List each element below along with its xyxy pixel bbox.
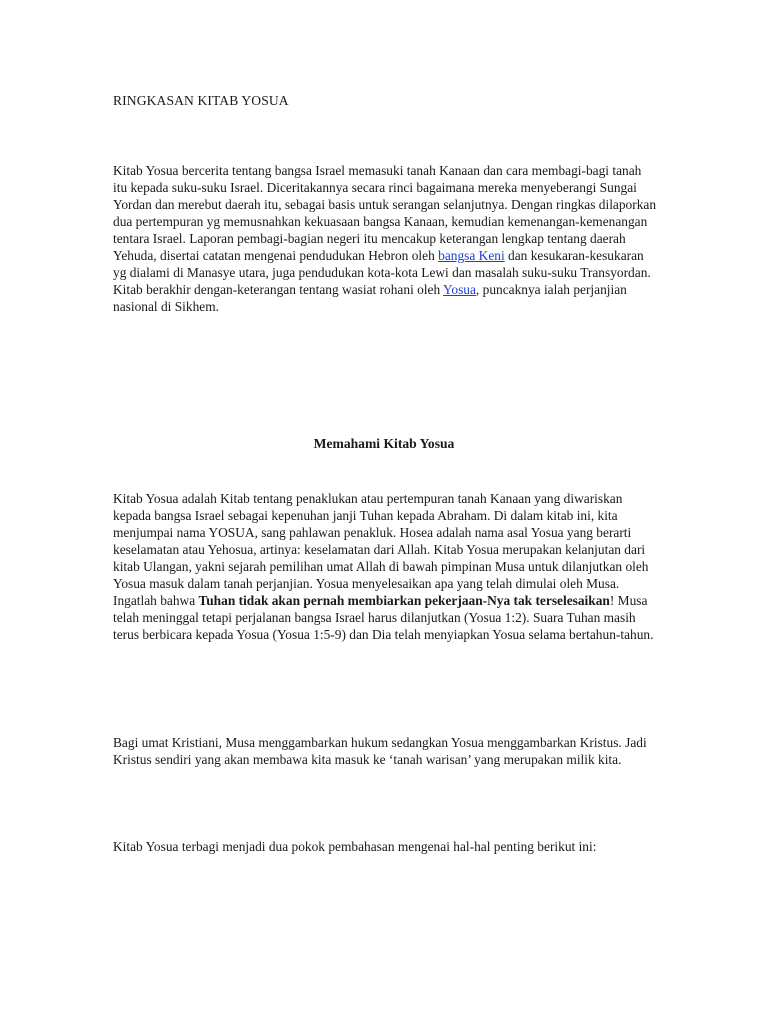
division-paragraph: Kitab Yosua terbagi menjadi dua pokok pembahasan mengenai hal-hal penting berikut ini: xyxy=(113,839,597,854)
intro-text-2: dan kesukaran-kesukaran yg dialami di Manasye utara, juga pendudukan kota-kota Lewi dan masalah suku-suku Transyordan. Kitab berakhir dengan-keterangan tentang wasiat rohani oleh xyxy=(113,248,651,297)
intro-paragraph xyxy=(113,162,658,315)
intro-text-3: , puncaknya ialah perjanjian nasional di Sikhem. xyxy=(113,282,627,314)
understanding-text-2: ! Musa telah meninggal tetapi perjalanan bangsa Israel harus dilanjutkan (Yosua 1:2). Suara Tuhan masih terus berbicara kepada Yosua (Yosua 1:5-9) dan Dia telah menyiapkan Yosua selama bertahun-tahun. xyxy=(113,593,654,642)
intro-text-1: Kitab Yosua bercerita tentang bangsa Israel memasuki tanah Kanaan dan cara membagi-bagi tanah itu kepada suku-suku Israel. Diceritakannya secara rinci bagaimana mereka menyeberangi Sungai Yordan dan merebut daerah itu, sebagai basis untuk serangan selanjutnya. Dengan ringkas dilaporkan dua pertempuran yg memusnahkan kekuasaan bangsa Kanaan, kemudian kemenangan-kemenangan tentara Israel. Laporan pembagi-bagian negeri itu mencakup keterangan lengkap tentang daerah Yehuda, disertai catatan mengenai pendudukan Hebron oleh xyxy=(113,163,657,263)
christian-paragraph: Bagi umat Kristiani, Musa menggambarkan hukum sedangkan Yosua menggambarkan Kristus. Jadi Kristus sendiri yang akan membawa kita masuk ke ‘tanah warisan’ yang merupakan milik kita. xyxy=(113,735,647,767)
understanding-text-1: Kitab Yosua adalah Kitab tentang penaklukan atau pertempuran tanah Kanaan yang diwariskan kepada bangsa Israel sebagai kepenuhan janji Tuhan kepada Abraham. Di dalam kitab ini, kita menjumpai nama YOSUA, sang pahlawan penakluk. Hosea adalah nama asal Yosua yang berarti keselamatan atau Yehosua, artinya: keselamatan dari Allah. Kitab Yosua merupakan kelanjutan dari kitab Ulangan, yakni sejarah pemilihan umat Allah di bawah pimpinan Musa untuk dilanjutkan oleh Yosua masuk dalam tanah perjanjian. Yosua menyelesaikan apa yang telah dimulai oleh Musa. Ingatlah bahwa xyxy=(113,491,649,608)
section-subtitle: Memahami Kitab Yosua xyxy=(313,435,455,451)
understanding-paragraph xyxy=(113,490,658,643)
yosua-link[interactable]: Yosua xyxy=(443,282,476,297)
bangsa-keni-link[interactable]: bangsa Keni xyxy=(438,248,505,263)
emphasis-text: Tuhan tidak akan pernah membiarkan pekerjaan-Nya tak terselesaikan xyxy=(198,593,610,608)
document-title: RINGKASAN KITAB YOSUA xyxy=(113,93,289,108)
